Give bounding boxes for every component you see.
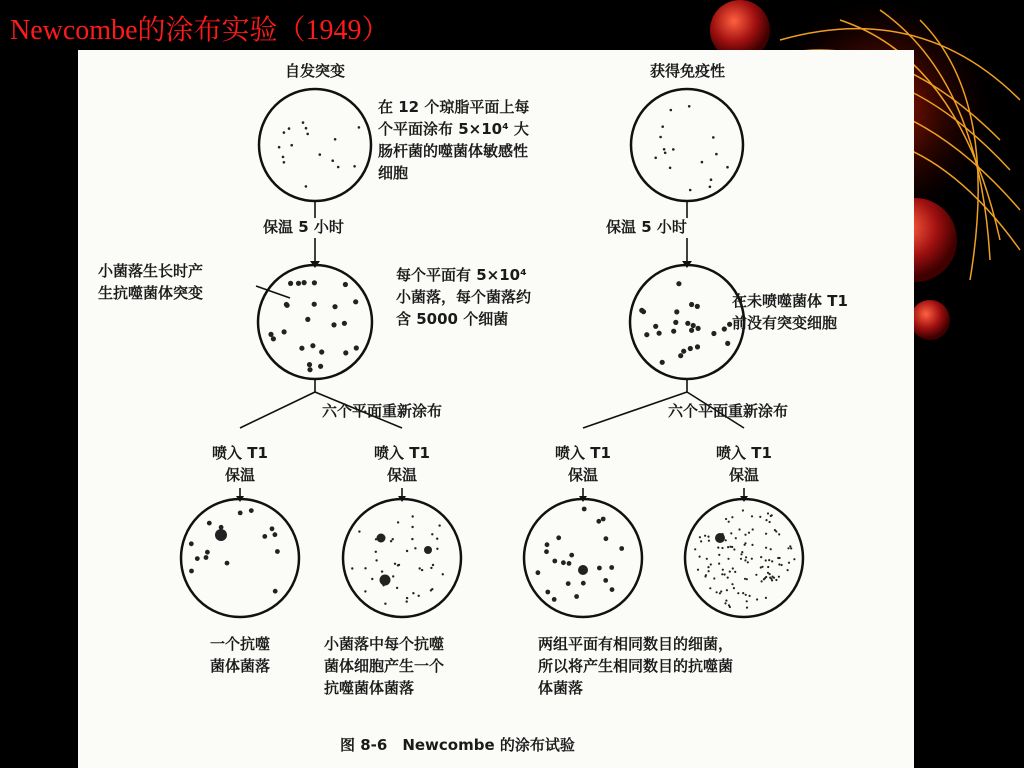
colony-dot: [418, 595, 420, 597]
colony-dot: [767, 512, 769, 514]
colony-dot: [744, 534, 746, 536]
colony-dot: [725, 600, 727, 602]
colony-dot: [742, 509, 744, 511]
colony-dot: [765, 519, 767, 521]
colony-dot: [384, 603, 386, 605]
colony-dot: [270, 526, 275, 531]
colony-dot: [430, 567, 432, 569]
colony-dot: [689, 302, 694, 307]
colony-dot: [727, 577, 729, 579]
colony-dot: [709, 587, 711, 589]
colony-dot: [727, 546, 729, 548]
colony-dot: [430, 589, 432, 591]
colony-dot: [731, 583, 733, 585]
colony-dot: [312, 302, 317, 307]
plates-note: 在 12 个琼脂平面上每 个平面涂布 5×10⁴ 大 肠杆菌的噬菌体敏感性 细胞: [378, 98, 530, 182]
colony-dot: [746, 607, 748, 609]
colony-dot: [778, 576, 780, 578]
colony-dot: [342, 321, 347, 326]
colony-dot: [726, 589, 728, 591]
colony-dot: [793, 558, 795, 560]
colony-dot: [284, 302, 289, 307]
colony-dot: [307, 367, 312, 372]
colony-dot: [392, 538, 394, 540]
colony-dot: [392, 575, 394, 577]
colony-dot: [704, 535, 706, 537]
colony-dot: [331, 322, 336, 327]
colony-dot: [676, 281, 681, 286]
colony-dot: [318, 364, 323, 369]
colony-dot: [358, 530, 360, 532]
colony-dot: [619, 546, 624, 551]
colony-dot: [751, 558, 753, 560]
colony-dot: [706, 558, 708, 560]
colony-dot: [725, 341, 730, 346]
colony-dot: [725, 518, 727, 520]
result-label-2: 小菌落中每个抗噬 菌体细胞产生一个 抗噬菌体菌落: [324, 635, 445, 697]
colony-dot: [755, 574, 757, 576]
colony-dot: [724, 602, 726, 604]
colony-dot: [689, 189, 692, 192]
plate-spontaneous-start: [259, 89, 371, 201]
colony-dot: [741, 551, 743, 553]
colony-dot: [765, 597, 767, 599]
colony-dot: [790, 547, 792, 549]
colony-dot: [319, 153, 322, 156]
colony-dot: [375, 559, 377, 561]
colony-dot: [745, 556, 747, 558]
colony-dot: [787, 569, 789, 571]
result-label-34: 两组平面有相同数目的细菌， 所以将产生相同数目的抗噬菌 体菌落: [538, 635, 734, 697]
colony-dot: [567, 561, 572, 566]
colony-dot: [747, 561, 749, 563]
colony-dot: [704, 575, 706, 577]
plate-result-2: [343, 499, 461, 617]
colony-dot: [603, 578, 608, 583]
colony-dot: [358, 126, 361, 129]
colony-dot: [777, 557, 779, 559]
colony-dot: [343, 282, 348, 287]
colony-dot: [722, 569, 724, 571]
colony-dot: [765, 559, 767, 561]
plate-result-3: [524, 499, 642, 617]
incubate-left-label: 保温 5 小时: [263, 218, 344, 236]
colony-dot: [552, 559, 557, 564]
figure-caption: 图 8-6 Newcombe 的涂布试验: [340, 736, 575, 754]
colony-dot: [596, 519, 601, 524]
colony-dot: [406, 550, 408, 552]
colony-dot: [273, 532, 278, 537]
colony-dot: [789, 545, 791, 547]
colony-dot: [724, 573, 726, 575]
colony-dot: [431, 533, 433, 535]
colony-dot: [436, 538, 438, 540]
colony-dot: [343, 350, 348, 355]
colony-dot: [305, 185, 308, 188]
colony-dot: [732, 567, 734, 569]
colony-dot: [536, 570, 541, 575]
colony-dot: [765, 547, 767, 549]
colony-dot: [204, 555, 209, 560]
colony-dot: [661, 125, 664, 128]
spray-label-2: 喷入 T1 保温: [374, 444, 430, 484]
colony-dot: [773, 577, 775, 579]
colony-dot: [765, 533, 767, 535]
colony-dot: [545, 542, 550, 547]
resistant-colony: [377, 534, 386, 543]
colony-dot: [718, 554, 720, 556]
spray-label-3: 喷入 T1 保温: [555, 444, 611, 484]
colony-dot: [722, 326, 727, 331]
colony-dot: [604, 536, 609, 541]
colony-dot: [728, 521, 730, 523]
colony-dot: [556, 535, 561, 540]
colony-dot: [262, 534, 267, 539]
colony-dot: [760, 556, 762, 558]
colony-dot: [672, 148, 675, 151]
colony-dot: [310, 343, 315, 348]
colony-dot: [721, 573, 723, 575]
colony-dot: [545, 590, 550, 595]
colony-dot: [364, 590, 366, 592]
colony-dot: [709, 186, 712, 189]
colony-dot: [653, 324, 658, 329]
colony-dot: [696, 326, 701, 331]
colony-dot: [751, 544, 753, 546]
colony-dot: [712, 136, 715, 139]
colony-dot: [720, 590, 722, 592]
colony-dot: [729, 606, 731, 608]
colony-dot: [364, 567, 366, 569]
plate-acquired-start: [631, 89, 743, 201]
colony-dot: [756, 598, 758, 600]
colony-dot: [396, 587, 398, 589]
colony-dot: [697, 569, 699, 571]
slide-title: Newcombe的涂布实验（1949）: [10, 15, 390, 46]
figure-panel: [78, 50, 914, 768]
colony-dot: [381, 570, 383, 572]
colony-dot: [778, 563, 780, 565]
colony-dot: [770, 515, 772, 517]
colony-dot: [421, 569, 423, 571]
colony-dot: [749, 595, 751, 597]
colony-dot: [731, 516, 733, 518]
colony-dot: [569, 553, 574, 558]
colony-dot: [694, 548, 696, 550]
colony-dot: [781, 564, 783, 566]
colony-dot: [283, 131, 286, 134]
colony-dot: [305, 317, 310, 322]
colony-dot: [751, 515, 753, 517]
colony-dot: [432, 564, 434, 566]
colony-dot: [282, 156, 285, 159]
colony-note: 每个平面有 5×10⁴ 小菌落，每个菌落约 含 5000 个细菌: [396, 266, 532, 328]
colony-dot: [189, 541, 194, 546]
colony-dot: [610, 587, 615, 592]
colony-dot: [699, 536, 701, 538]
colony-dot: [670, 109, 673, 112]
colony-dot: [238, 511, 243, 516]
resistant-colony: [578, 565, 588, 575]
colony-dot: [332, 304, 337, 309]
colony-dot: [708, 540, 710, 542]
colony-dot: [601, 517, 606, 522]
colony-dot: [582, 507, 587, 512]
colony-dot: [296, 281, 301, 286]
colony-dot: [375, 551, 377, 553]
colony-dot: [744, 559, 746, 561]
colony-dot: [397, 564, 399, 566]
right-column-header: 获得免疫性: [649, 62, 725, 80]
colony-dot: [394, 563, 396, 565]
colony-dot: [746, 600, 748, 602]
colony-dot: [775, 579, 777, 581]
colony-dot: [644, 332, 649, 337]
colony-dot: [195, 556, 200, 561]
colony-dot: [302, 121, 305, 124]
colony-dot: [742, 592, 744, 594]
colony-dot: [419, 567, 421, 569]
colony-dot: [271, 336, 276, 341]
colony-dot: [436, 548, 438, 550]
resistant-colony: [424, 546, 432, 554]
colony-dot: [761, 566, 763, 568]
colony-dot: [733, 548, 735, 550]
colony-dot: [674, 309, 679, 314]
plate-result-4: [685, 499, 803, 617]
colony-dot: [735, 537, 737, 539]
colony-dot: [406, 597, 408, 599]
colony-dot: [544, 549, 549, 554]
colony-dot: [334, 138, 337, 141]
colony-dot: [770, 578, 772, 580]
colony-dot: [312, 280, 317, 285]
colony-dot: [411, 526, 413, 528]
colony-dot: [725, 539, 727, 541]
colony-dot: [390, 540, 392, 542]
colony-dot: [718, 563, 720, 565]
colony-dot: [744, 578, 746, 580]
colony-dot: [744, 542, 746, 544]
colony-dot: [288, 127, 291, 130]
colony-dot: [688, 105, 691, 108]
resistant-colony: [380, 575, 391, 586]
colony-dot: [639, 308, 644, 313]
colony-dot: [574, 594, 579, 599]
colony-dot: [719, 592, 721, 594]
colony-dot: [711, 331, 716, 336]
colony-dot: [745, 594, 747, 596]
colony-dot: [729, 546, 731, 548]
colony-dot: [331, 159, 334, 162]
colony-dot: [771, 560, 773, 562]
colony-dot: [748, 532, 750, 534]
colony-dot: [770, 548, 772, 550]
colony-dot: [769, 521, 771, 523]
colony-dot: [710, 178, 713, 181]
colony-dot: [729, 571, 731, 573]
colony-dot: [767, 566, 769, 568]
colony-dot: [740, 553, 742, 555]
colony-dot: [664, 152, 667, 155]
colony-dot: [707, 536, 709, 538]
colony-dot: [691, 323, 696, 328]
colony-dot: [678, 353, 683, 358]
colony-dot: [319, 349, 324, 354]
colony-dot: [737, 592, 739, 594]
colony-dot: [752, 528, 754, 530]
colony-dot: [788, 562, 790, 564]
mutation-note: 小菌落生长时产 生抗噬菌体突变: [98, 262, 204, 302]
respread-left-label: 六个平面重新涂布: [322, 402, 443, 420]
colony-dot: [337, 166, 340, 169]
colony-dot: [761, 580, 763, 582]
colony-dot: [406, 600, 408, 602]
colony-dot: [442, 573, 444, 575]
colony-dot: [412, 592, 414, 594]
colony-dot: [290, 144, 293, 147]
colony-dot: [275, 549, 280, 554]
colony-dot: [552, 597, 557, 602]
colony-dot: [273, 589, 278, 594]
colony-dot: [597, 566, 602, 571]
colony-dot: [609, 565, 614, 570]
colony-dot: [715, 153, 718, 156]
colony-dot: [189, 569, 194, 574]
colony-dot: [566, 581, 571, 586]
colony-dot: [205, 550, 210, 555]
colony-dot: [740, 558, 742, 560]
colony-dot: [763, 578, 765, 580]
colony-dot: [353, 299, 358, 304]
colony-dot: [354, 345, 359, 350]
colony-dot: [759, 516, 761, 518]
colony-dot: [278, 146, 281, 149]
colony-dot: [305, 127, 308, 130]
colony-dot: [733, 587, 735, 589]
colony-dot: [669, 167, 672, 170]
colony-dot: [371, 578, 373, 580]
colony-dot: [787, 547, 789, 549]
colony-dot: [713, 577, 715, 579]
colony-dot: [581, 581, 586, 586]
colony-dot: [710, 563, 712, 565]
colony-dot: [695, 344, 700, 349]
colony-dot: [721, 547, 723, 549]
colony-dot: [738, 528, 740, 530]
resistant-colony: [715, 533, 725, 543]
colony-dot: [288, 281, 293, 286]
spray-label-1: 喷入 T1 保温: [212, 444, 268, 484]
colony-dot: [306, 133, 309, 136]
colony-dot: [769, 573, 771, 575]
colony-dot: [707, 566, 709, 568]
colony-dot: [726, 166, 729, 169]
colony-dot: [685, 321, 690, 326]
colony-dot: [353, 165, 356, 168]
colony-dot: [351, 567, 353, 569]
colony-dot: [699, 556, 701, 558]
colony-dot: [249, 508, 254, 513]
colony-dot: [561, 560, 566, 565]
colony-dot: [774, 529, 776, 531]
colony-dot: [689, 328, 694, 333]
colony-dot: [414, 547, 416, 549]
colony-dot: [660, 360, 665, 365]
colony-dot: [207, 521, 212, 526]
colony-dot: [716, 591, 718, 593]
colony-dot: [671, 329, 676, 334]
resistant-colony: [215, 529, 227, 541]
colony-dot: [299, 346, 304, 351]
colony-dot: [708, 570, 710, 572]
result-label-1: 一个抗噬 菌体菌落: [209, 635, 270, 675]
colony-dot: [268, 332, 273, 337]
colony-dot: [768, 559, 770, 561]
colony-dot: [730, 532, 732, 534]
colony-dot: [657, 331, 662, 336]
colony-dot: [411, 538, 413, 540]
colony-dot: [695, 304, 700, 309]
colony-dot: [701, 161, 704, 164]
colony-dot: [778, 533, 780, 535]
colony-dot: [654, 157, 657, 160]
spray-label-4: 喷入 T1 保温: [716, 444, 772, 484]
colony-dot: [302, 280, 307, 285]
colony-dot: [412, 515, 414, 517]
colony-dot: [282, 329, 287, 334]
colony-dot: [283, 161, 286, 164]
colony-dot: [727, 558, 729, 560]
colony-dot: [225, 561, 230, 566]
colony-dot: [700, 540, 702, 542]
colony-dot: [397, 521, 399, 523]
colony-dot: [438, 524, 440, 526]
colony-dot: [219, 525, 224, 530]
colony-dot: [734, 571, 736, 573]
colony-dot: [673, 320, 678, 325]
colony-dot: [681, 349, 686, 354]
respread-right-label: 六个平面重新涂布: [668, 402, 789, 420]
colony-dot: [307, 362, 312, 367]
incubate-right-label: 保温 5 小时: [606, 218, 687, 236]
colony-dot: [765, 576, 767, 578]
left-column-header: 自发突变: [284, 62, 345, 80]
no-mutant-note: 在未喷噬菌体 T1 前没有突变细胞: [732, 292, 848, 332]
colony-dot: [688, 346, 693, 351]
colony-dot: [717, 547, 719, 549]
colony-dot: [663, 148, 666, 151]
colony-dot: [659, 136, 662, 139]
